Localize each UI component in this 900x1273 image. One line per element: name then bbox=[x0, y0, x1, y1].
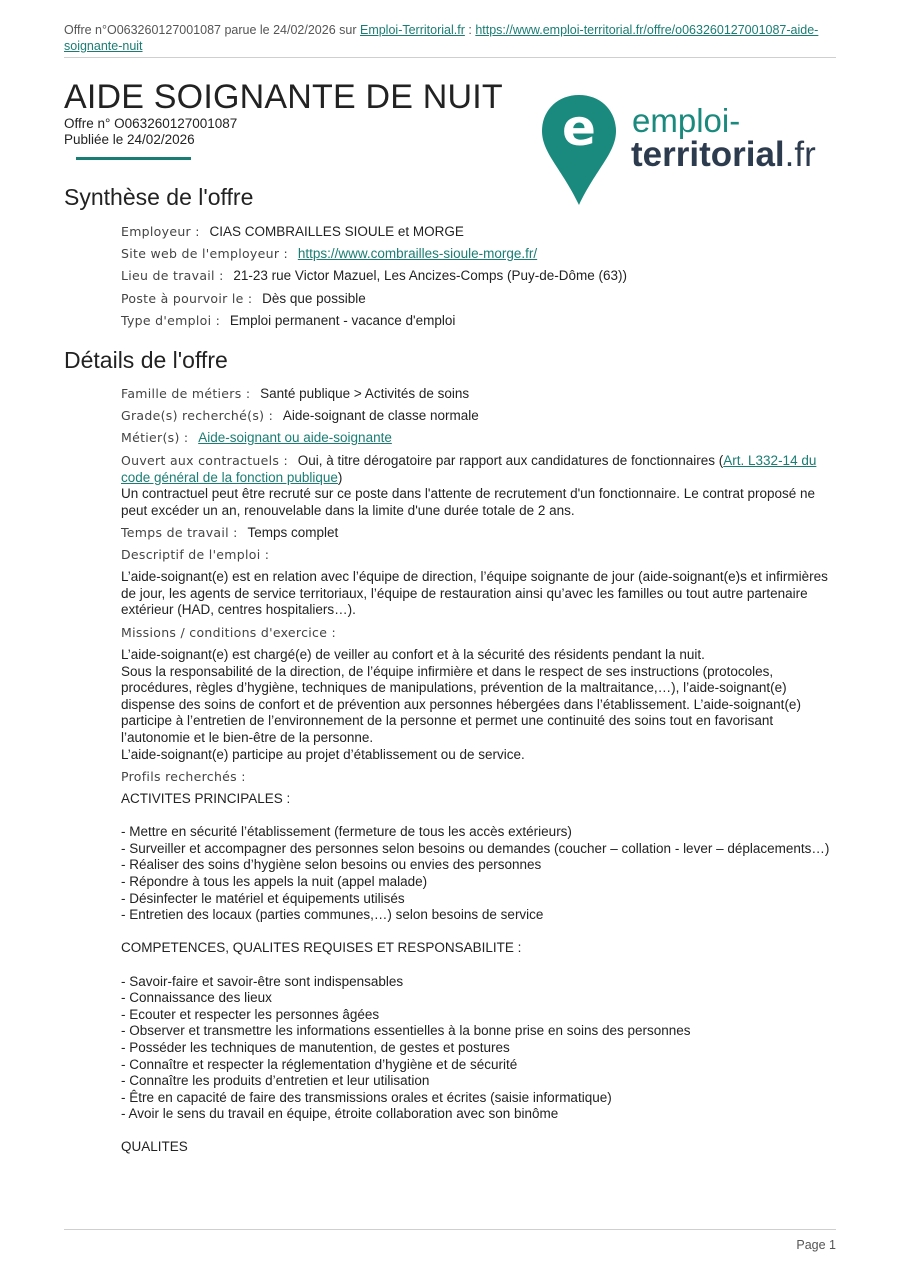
contract-note: Un contractuel peut être recruté sur ce poste dans l'attente de recrutement d'un fonctionnaire. Le contrat proposé ne peut excéder un an, renouvelable dans la limite d'une durée totale de 2 ans. bbox=[121, 486, 816, 518]
post-label: Poste à pourvoir le : bbox=[121, 291, 253, 306]
profiles-text: ACTIVITES PRINCIPALES : - Mettre en sécurité l’établissement (fermeture de tous les accès extérieurs) - Surveiller et accompagner des personnes selon besoins ou demandes (coucher – collation - lever – déplacements…) - Réaliser des soins d’hygiène selon besoins ou envies des personnes - Répondre à tous les appels la nuit (appel malade) - Désinfecter le matériel et équipements utilisés - Entretien des locaux (parties communes,…) selon besoins de service COMPETENCES, QUALITES REQUISES ET RESPONSABILITE : - Savoir-faire et savoir-être sont indispensables - Connaissance des lieux - Ecouter et respecter les personnes âgées - Observer et transmettre les informations essentielles à la bonne prise en soins des personnes - Posséder les techniques de manutention, de gestes et postures - Connaître et respecter la réglementation d’hygiène et de sécurité - Connaître les produits d’entretien et leur utilisation - Être en capacité de faire des transmissions orales et écrites (saisie informatique) - Avoir le sens du travail en équipe, étroite collaboration avec son binôme QUALITES bbox=[121, 791, 830, 1155]
source-line bbox=[64, 22, 836, 54]
employer-value: CIAS COMBRAILLES SIOULE et MORGE bbox=[209, 224, 464, 239]
synthese-heading: Synthèse de l'offre bbox=[64, 184, 254, 210]
post-value: Dès que possible bbox=[262, 291, 366, 306]
contract-row bbox=[121, 453, 837, 519]
website-link[interactable]: https://www.combrailles-sioule-morge.fr/ bbox=[297, 246, 538, 261]
family-value: Santé publique > Activités de soins bbox=[260, 386, 470, 401]
title-underline bbox=[76, 157, 191, 160]
profiles-label: Profils recherchés : bbox=[121, 769, 246, 784]
website-row bbox=[121, 246, 837, 263]
employer-row bbox=[121, 224, 837, 241]
grade-label: Grade(s) recherché(s) : bbox=[121, 408, 274, 423]
location-value: 21-23 rue Victor Mazuel, Les Ancizes-Comps (Puy-de-Dôme (63)) bbox=[233, 268, 628, 283]
contract-value: Oui, à titre dérogatoire par rapport aux candidatures de fonctionnaires ( bbox=[297, 453, 724, 468]
page-title: AIDE SOIGNANTE DE NUIT bbox=[64, 78, 503, 116]
location-row bbox=[121, 268, 837, 285]
offer-url-link[interactable]: https://www.emploi-territorial.fr/offre/o063260127001087-aide-soignante-nuit bbox=[64, 23, 819, 53]
publish-date: Publiée le 24/02/2026 bbox=[64, 132, 195, 147]
location-label: Lieu de travail : bbox=[121, 268, 224, 283]
post-row bbox=[121, 291, 837, 308]
job-row bbox=[121, 430, 837, 447]
employer-label: Employeur : bbox=[121, 224, 200, 239]
time-row bbox=[121, 525, 837, 542]
title-block bbox=[64, 78, 503, 148]
description-text: L’aide-soignant(e) est en relation avec l’équipe de direction, l’équipe soignante de jour (aide-soignant(e)s et infirmières de jour, les agents de service territoriaux, l’équipe de restauration ainsi qu’avec les familles ou tout autre partenaire extérieur (HAD, centres hospitaliers…). bbox=[121, 569, 828, 618]
offer-number: Offre n° O063260127001087 bbox=[64, 116, 238, 131]
page-number: Page 1 bbox=[796, 1238, 836, 1252]
contract-law-link[interactable]: Art. L332-14 du code général de la fonction publique bbox=[121, 453, 817, 485]
time-label: Temps de travail : bbox=[121, 525, 238, 540]
description-label: Descriptif de l'emploi : bbox=[121, 547, 270, 562]
missions-label: Missions / conditions d'exercice : bbox=[121, 625, 336, 640]
logo-letter: e bbox=[562, 99, 596, 157]
bottom-divider bbox=[64, 1229, 836, 1230]
family-label: Famille de métiers : bbox=[121, 386, 251, 401]
missions-text: L’aide-soignant(e) est chargé(e) de veiller au confort et à la sécurité des résidents pendant la nuit. Sous la responsabilité de la direction, de l’équipe infirmière et dans le respect de ses instructions (protocoles, procédures, règles d’hygiène, techniques de manipulations, prévention de la maltraitance,…), l’aide-soignant(e) dispense des soins de confort et de prévention aux personnes hébergées dans l’établissement. L’aide-soignant(e) participe à l’entretien de l’environnement de la personne et permet une continuité des soins tout en favorisant l’autonomie et le bien-être de la personne. L’aide-soignant(e) participe au projet d’établissement ou de service. bbox=[121, 647, 801, 762]
job-label: Métier(s) : bbox=[121, 430, 189, 445]
contract-label: Ouvert aux contractuels : bbox=[121, 453, 289, 468]
description-label-row bbox=[121, 547, 837, 564]
contract-close: ) bbox=[337, 469, 343, 485]
source-colon: : bbox=[468, 23, 472, 37]
type-row bbox=[121, 313, 837, 330]
family-row bbox=[121, 386, 837, 403]
site-link[interactable]: Emploi-Territorial.fr bbox=[359, 23, 465, 37]
profiles-label-row bbox=[121, 769, 837, 786]
svg-text:territorial.fr bbox=[631, 135, 816, 174]
grade-row bbox=[121, 408, 837, 425]
time-value: Temps complet bbox=[247, 525, 339, 540]
emploi-territorial-logo bbox=[540, 95, 830, 207]
type-label: Type d'emploi : bbox=[121, 313, 221, 328]
source-prefix: Offre n°O063260127001087 parue le 24/02/2026 sur bbox=[64, 23, 357, 37]
logo-word-fr: .fr bbox=[784, 135, 816, 174]
logo-word-territorial: territorial bbox=[631, 135, 785, 174]
website-label: Site web de l'employeur : bbox=[121, 246, 289, 261]
top-divider bbox=[64, 57, 836, 58]
job-link[interactable]: Aide-soignant ou aide-soignante bbox=[198, 430, 392, 445]
type-value: Emploi permanent - vacance d'emploi bbox=[229, 313, 456, 328]
logo-word-emploi: emploi- bbox=[632, 102, 741, 139]
map-pin-icon bbox=[542, 95, 616, 205]
details-heading: Détails de l'offre bbox=[64, 347, 228, 373]
missions-label-row bbox=[121, 625, 837, 642]
grade-value: Aide-soignant de classe normale bbox=[282, 408, 479, 423]
